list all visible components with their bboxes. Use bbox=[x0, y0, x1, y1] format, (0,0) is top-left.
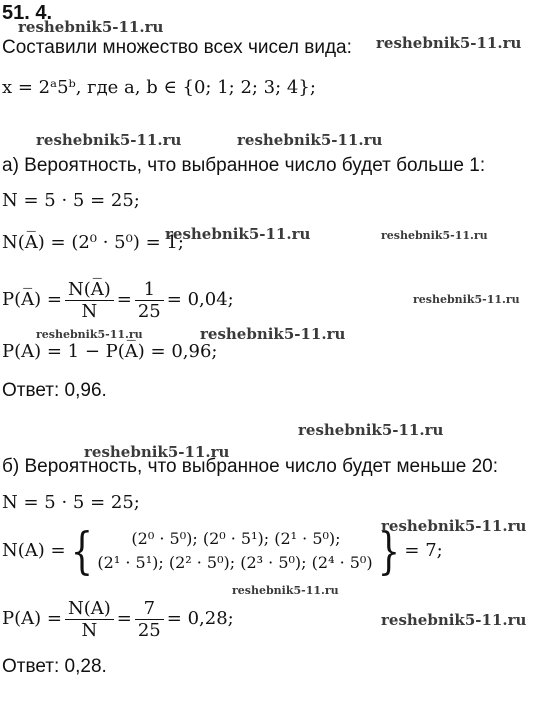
watermark: reshebnik5-11.ru bbox=[200, 325, 346, 343]
part-b-fraction-2-num: 7 bbox=[135, 598, 164, 620]
watermark: reshebnik5-11.ru bbox=[18, 18, 164, 36]
part-b-fraction-1-den: N bbox=[81, 619, 98, 641]
part-b-set-row-1: (2⁰ · 5⁰); (2⁰ · 5¹); (2¹ · 5⁰); bbox=[131, 529, 341, 548]
right-brace-icon: } bbox=[377, 522, 400, 580]
part-a-fraction-2 bbox=[135, 279, 164, 322]
part-b-probability-formula bbox=[2, 591, 234, 647]
watermark: reshebnik5-11.ru bbox=[413, 293, 520, 306]
part-a-p-left: P(A̅) = bbox=[2, 289, 62, 310]
watermark: reshebnik5-11.ru bbox=[36, 328, 143, 341]
part-a-heading: а) Вероятность, что выбранное число будет больше 1: bbox=[2, 155, 486, 176]
watermark: reshebnik5-11.ru bbox=[381, 517, 527, 535]
left-brace-icon: { bbox=[70, 522, 93, 580]
problem-number: 51. 4. bbox=[2, 2, 53, 24]
part-a-pa-formula: P(A) = 1 − P(A̅) = 0,96; bbox=[2, 341, 218, 362]
part-b-fraction-2-den: 25 bbox=[137, 619, 161, 641]
part-a-n-formula: N = 5 · 5 = 25; bbox=[2, 190, 140, 211]
part-b-fraction-2 bbox=[135, 598, 164, 641]
part-b-equals: = bbox=[116, 608, 132, 629]
watermark: reshebnik5-11.ru bbox=[376, 34, 522, 52]
intro-formula: x = 2ᵃ5ᵇ, где a, b ∈ {0; 1; 2; 3; 4}; bbox=[2, 77, 316, 98]
part-a-equals: = bbox=[116, 289, 132, 310]
watermark: reshebnik5-11.ru bbox=[381, 611, 527, 629]
part-b-na-formula bbox=[2, 523, 443, 579]
part-b-na-right: = 7; bbox=[404, 540, 443, 561]
part-b-na-left: N(A) = bbox=[2, 540, 66, 561]
part-a-p-result: = 0,04; bbox=[166, 289, 234, 310]
part-b-p-left: P(A) = bbox=[2, 608, 62, 629]
part-a-probability-formula bbox=[2, 272, 234, 328]
watermark: reshebnik5-11.ru bbox=[237, 131, 383, 149]
part-b-n-formula: N = 5 · 5 = 25; bbox=[2, 492, 140, 513]
watermark: reshebnik5-11.ru bbox=[381, 229, 488, 242]
watermark: reshebnik5-11.ru bbox=[84, 443, 230, 461]
intro-text: Составили множество всех чисел вида: bbox=[2, 37, 352, 58]
part-b-fraction-1 bbox=[65, 598, 114, 641]
part-a-fraction-2-den: 25 bbox=[137, 300, 161, 322]
part-b-set-row-2: (2¹ · 5¹); (2² · 5⁰); (2³ · 5⁰); (2⁴ · 5⁰) bbox=[97, 553, 373, 572]
watermark: reshebnik5-11.ru bbox=[298, 421, 444, 439]
part-b-answer: Ответ: 0,28. bbox=[2, 656, 107, 677]
part-b-set bbox=[97, 527, 372, 575]
watermark: reshebnik5-11.ru bbox=[232, 584, 339, 597]
watermark: reshebnik5-11.ru bbox=[165, 225, 311, 243]
part-a-na-formula: N(A̅) = (2⁰ · 5⁰) = 1; bbox=[2, 232, 184, 253]
watermark: reshebnik5-11.ru bbox=[36, 131, 182, 149]
part-b-heading: б) Вероятность, что выбранное число будет меньше 20: bbox=[2, 456, 498, 477]
part-a-fraction-1-num: N(A̅) bbox=[65, 279, 114, 301]
part-a-fraction-2-num: 1 bbox=[135, 279, 164, 301]
part-b-p-result: = 0,28; bbox=[166, 608, 234, 629]
part-a-answer: Ответ: 0,96. bbox=[2, 380, 107, 401]
part-a-fraction-1-den: N bbox=[81, 300, 98, 322]
part-b-fraction-1-num: N(A) bbox=[65, 598, 114, 620]
part-a-fraction-1 bbox=[65, 279, 114, 322]
